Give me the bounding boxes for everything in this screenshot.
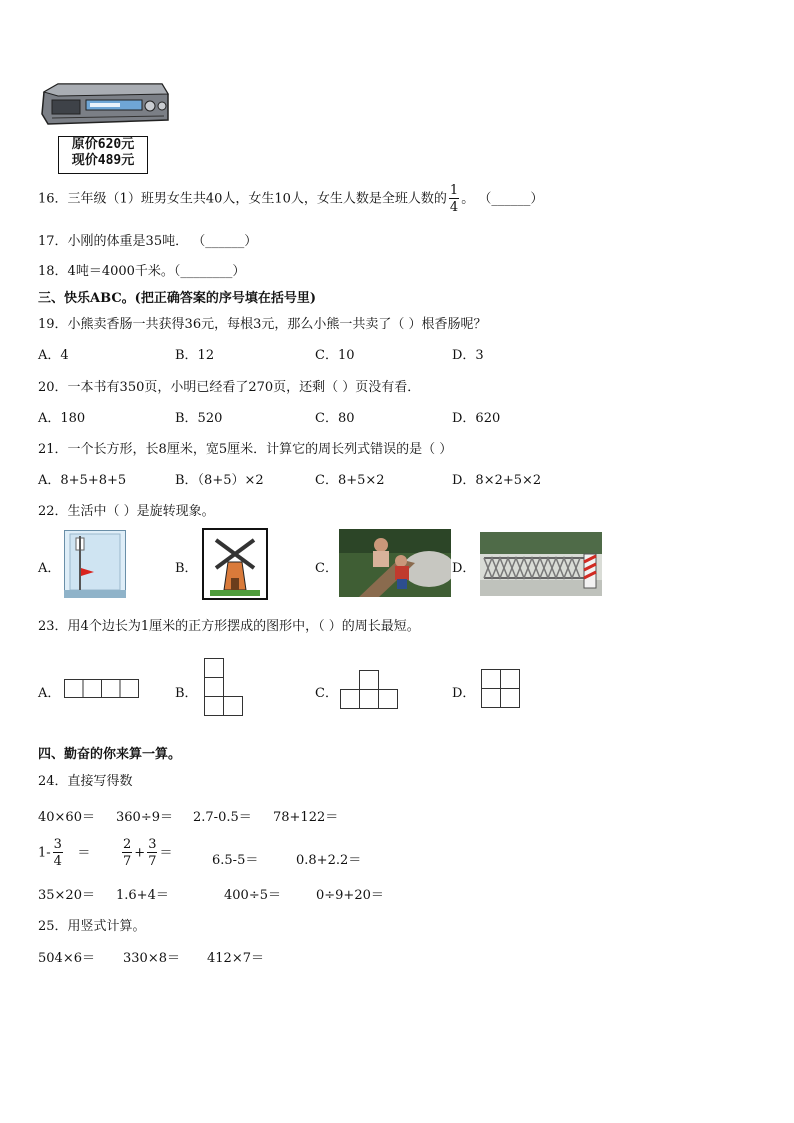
question-25: 25．用竖式计算。 [38, 919, 146, 934]
q24-r3-d: 0÷9+20＝ [316, 888, 384, 903]
q22-option-d[interactable]: D． [452, 561, 476, 576]
q24-r1-b: 360÷9＝ [116, 810, 173, 825]
flag-raising-image [64, 530, 126, 598]
q24-r1-c: 2.7-0.5＝ [193, 810, 252, 825]
q23-option-b[interactable]: B． [175, 686, 198, 701]
q20-option-c[interactable]: C．80 [315, 411, 355, 426]
q20-option-d[interactable]: D．620 [452, 411, 501, 426]
q19-option-a[interactable]: A．4 [38, 348, 69, 363]
q19-option-c[interactable]: C．10 [315, 348, 355, 363]
section-3-title: 三、快乐ABC。(把正确答案的序号填在括号里) [38, 291, 316, 306]
price-tag [58, 136, 148, 174]
question-22: 22．生活中（ ）是旋转现象。 [38, 504, 215, 519]
question-21: 21．一个长方形，长8厘米，宽5厘米．计算它的周长列式错误的是（ ） [38, 442, 453, 457]
q21-option-a[interactable]: A．8+5+8+5 [38, 473, 127, 488]
q24-r2-d: 0.8+2.2＝ [296, 853, 362, 868]
q19-option-d[interactable]: D．3 [452, 348, 484, 363]
dvd-player-image [38, 80, 170, 130]
t-shape-squares [340, 670, 398, 710]
q16-fraction: $\frac{1}{4}$ [449, 183, 459, 215]
q24-r3-c: 400÷5＝ [224, 888, 281, 903]
q23-option-a[interactable]: A． [38, 686, 61, 701]
original-price: 原价620元 [71, 137, 135, 152]
q24-r3-a: 35×20＝ [38, 888, 95, 903]
q24-r3-b: 1.6+4＝ [116, 888, 169, 903]
l-shape-squares [204, 658, 244, 716]
q24-r1-d: 78+122＝ [273, 810, 339, 825]
q21-option-d[interactable]: D．8×2+5×2 [452, 473, 542, 488]
q20-option-a[interactable]: A．180 [38, 411, 86, 426]
q22-option-a[interactable]: A． [38, 561, 61, 576]
q24-r2-a: 1- $\frac{3}{4}$ ＝ [38, 837, 91, 869]
q23-option-c[interactable]: C． [315, 686, 338, 701]
q16-text: 16．三年级（1）班男女生共40人，女生10人，女生人数是全班人数的 [38, 191, 447, 207]
four-squares-row-shape [64, 679, 140, 699]
question-23: 23．用4个边长为1厘米的正方形摆成的图形中，（ ）的周长最短。 [38, 619, 420, 634]
question-24: 24．直接写得数 [38, 774, 133, 789]
q22-option-c[interactable]: C． [315, 561, 338, 576]
q16-blank[interactable]: 。 （______） [461, 191, 544, 207]
question-18: 18．4吨＝4000千米。（________） [38, 264, 246, 279]
question-16 [38, 184, 543, 214]
section-4-title: 四、勤奋的你来算一算。 [38, 747, 182, 762]
current-price: 现价489元 [71, 153, 135, 168]
question-20: 20．一本书有350页，小明已经看了270页，还剩（ ）页没有看． [38, 380, 421, 395]
retractable-gate-image [480, 532, 602, 596]
q25-item-2: 330×8＝ [123, 951, 180, 966]
square-2x2-shape [481, 669, 521, 709]
q25-item-3: 412×7＝ [207, 951, 264, 966]
slide-photo-image [339, 529, 451, 597]
q19-option-b[interactable]: B．12 [175, 348, 215, 363]
q23-option-d[interactable]: D． [452, 686, 476, 701]
question-17: 17．小刚的体重是35吨． （______） [38, 234, 258, 249]
q24-r1-a: 40×60＝ [38, 810, 95, 825]
q21-option-b[interactable]: B．（8+5）×2 [175, 473, 264, 488]
q21-option-c[interactable]: C．8+5×2 [315, 473, 385, 488]
question-19: 19．小熊卖香肠一共获得36元，每根3元，那么小熊一共卖了（ ）根香肠呢？ [38, 317, 487, 332]
q20-option-b[interactable]: B．520 [175, 411, 223, 426]
q24-r2-c: 6.5-5＝ [212, 853, 259, 868]
q25-item-1: 504×6＝ [38, 951, 95, 966]
q24-r2-b: $\frac{2}{7}$ + $\frac{3}{7}$ ＝ [123, 837, 173, 869]
q22-option-b[interactable]: B． [175, 561, 198, 576]
windmill-image [202, 528, 268, 600]
